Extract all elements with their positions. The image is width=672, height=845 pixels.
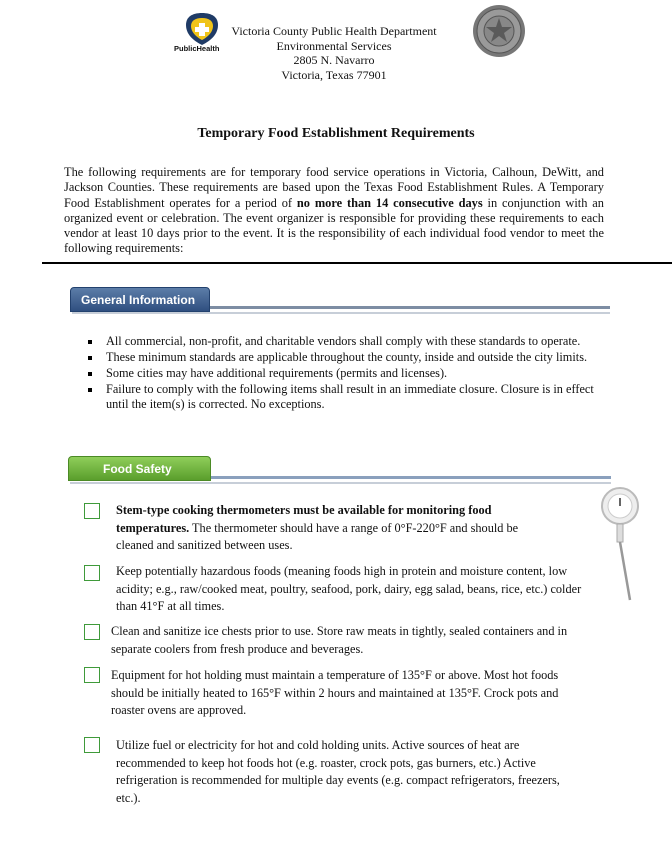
section-tab-general: General Information [70,287,210,312]
county-seal-icon [472,4,526,58]
list-item: Some cities may have additional requirements (permits and licenses). [88,366,600,381]
checkbox-thermometers[interactable] [84,503,100,519]
section-line [211,476,611,479]
intro-text: in conjunction with an organized event or celebration. The event organizer is responsible for providing these requirements to each vendor at least 10 days prior to the event. It is the responsibility of each individual food vendor to meet the following requirements: [64,195,604,256]
section-tab-food-safety: Food Safety [68,456,211,481]
checkbox-ice-chests[interactable] [84,624,100,640]
intro-paragraph [64,165,604,257]
section-shadow [72,312,610,314]
general-info-list [88,334,600,413]
thermometer-icon [596,484,656,604]
divider-rule [42,262,672,264]
section-line [210,306,610,309]
list-item: These minimum standards are applicable throughout the county, inside and outside the city limits. [88,350,600,365]
header-line: 2805 N. Navarro [293,53,375,67]
intro-text: The following requirements are for temporary food service operations in Victoria, Calhoun, DeWitt, and Jackson Counties. These requirements are based upon the Texas Food Establishment Rules. A Temporary Food Establishment operates for a period of [64,165,604,210]
checkbox-fuel-electricity[interactable] [84,737,100,753]
checklist-item-text: The thermometer should have a range of 0°F-220°F and should be cleaned and sanitized between uses. [116,520,519,552]
checklist-item: Utilize fuel or electricity for hot and cold holding units. Active sources of heat are recommended to keep hot foods hot (e.g. roaster, crock pots, gas burners, etc.) Active refrigeration is recommended for multiple day events (e.g. compact refrigerators, freezers, etc.). [116,738,560,805]
list-item: Failure to comply with the following items shall result in an immediate closure. Closure is in effect until the item(s) is corrected. No exceptions. [88,382,600,412]
logo-text: PublicHealth [174,44,220,53]
checklist-item: Keep potentially hazardous foods (meaning foods high in protein and moisture content, low acidity; e.g., raw/cooked meat, poultry, seafood, pork, dairy, egg salad, beans, rice, etc.) colder than 41°F at all times. [116,564,582,613]
intro-bold-text: no more than 14 consecutive days [296,195,483,210]
header-line: Victoria County Public Health Department [231,24,437,38]
list-item: All commercial, non-profit, and charitable vendors shall comply with these standards to operate. [88,334,600,349]
department-header [214,24,454,82]
header-line: Environmental Services [276,38,392,53]
checkbox-hot-holding[interactable] [84,667,100,683]
checklist-item-bold: Stem-type cooking thermometers must be available for monitoring food temperatures. [116,503,492,535]
checkbox-cold-holding[interactable] [84,565,100,581]
checklist-item: Equipment for hot holding must maintain a temperature of 135°F or above. Most hot foods should be initially heated to 165°F within 2 hours and maintained at 135°F. Crock pots and roaster ovens are approved. [111,668,559,717]
checklist-item: Clean and sanitize ice chests prior to use. Store raw meats in tightly, sealed containers and in separate coolers from fresh produce and beverages. [111,624,568,656]
page-title: Temporary Food Establishment Requirements [197,126,475,141]
header-line: Victoria, Texas 77901 [281,67,387,82]
section-shadow [70,482,611,484]
checklist-item [116,502,556,555]
